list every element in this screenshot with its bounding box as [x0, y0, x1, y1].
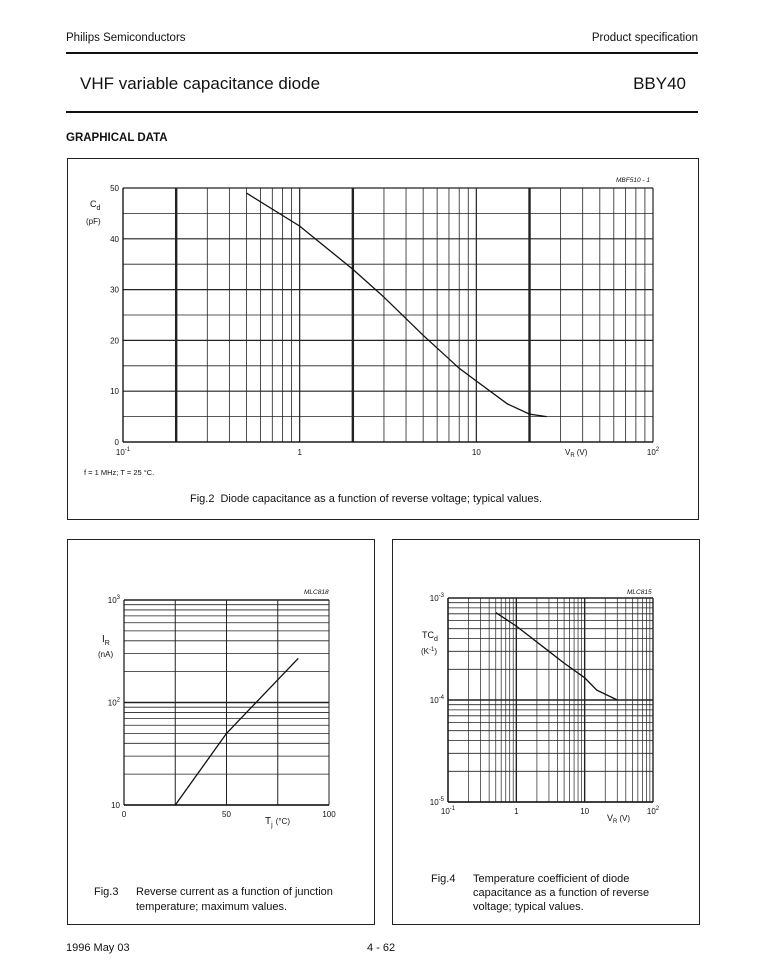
- ytick-label: $10^{-3}$: [429, 593, 444, 603]
- figure-4-grid: [448, 598, 653, 802]
- figure-3-caption-line1: Reverse current as a function of junction: [136, 886, 333, 898]
- figure-2-code: MBF510 - 1: [616, 177, 650, 184]
- figure-3-yunit: (nA): [98, 650, 114, 659]
- figure-3-chart: [68, 540, 374, 924]
- figure-2-chart: [68, 159, 698, 519]
- figure-2-grid: [123, 188, 653, 442]
- footer-date: 1996 May 03: [66, 942, 130, 954]
- xtick-label: $10^{-1}$: [440, 806, 456, 816]
- xtick-label: $10^2$: [646, 806, 660, 816]
- figure-3-caption-line2: temperature; maximum values.: [136, 901, 287, 913]
- figure-2-yunit: (pF): [86, 217, 101, 226]
- figure-4-caption-line3: voltage; typical values.: [473, 901, 584, 913]
- ytick-label: $10^{-4}$: [429, 695, 444, 705]
- ytick-label: 50: [110, 184, 119, 193]
- figure-3-panel: [67, 539, 375, 925]
- reverse-current-curve: [175, 658, 298, 805]
- figure-4-chart: [393, 540, 699, 924]
- document-type: Product specification: [591, 32, 698, 44]
- temperature-coefficient-curve: [496, 613, 618, 700]
- figure-3-caption-number: Fig.3: [94, 886, 119, 898]
- xtick-label: $10^{-1}$: [115, 447, 131, 457]
- footer-page-number: 4 - 62: [367, 942, 396, 954]
- figure-2-yticks: [110, 184, 119, 447]
- figure-4-caption-line2: capacitance as a function of reverse: [473, 887, 650, 899]
- figure-3-xticks: [122, 810, 336, 819]
- header-rule: [66, 52, 698, 54]
- figure-2-xlabel: $V_R$ (V): [565, 448, 588, 459]
- xtick-label: 10: [580, 807, 590, 816]
- xtick-label: 1: [297, 448, 302, 457]
- xtick-label: 10: [471, 448, 481, 457]
- figure-2-caption: Fig.2 Diode capacitance as a function of reverse voltage; typical values.: [190, 493, 543, 505]
- figure-4-ylabel: $TC_d$: [422, 630, 438, 643]
- figure-4-yunit: $(K^{-1})$: [421, 647, 438, 656]
- figure-4-caption-line1: Temperature coefficient of diode: [473, 873, 630, 885]
- figure-2-note: f = 1 MHz; T = 25 °C.: [84, 468, 155, 477]
- ytick-label: 20: [110, 336, 119, 346]
- figure-4-panel: [392, 539, 700, 925]
- figure-4-curve: [496, 613, 618, 700]
- figure-4-code: MLC815: [627, 589, 652, 596]
- xtick-label: 100: [322, 810, 336, 819]
- figure-2-panel: [67, 158, 699, 520]
- title-rule: [66, 111, 698, 113]
- ytick-label: 10: [110, 387, 119, 397]
- xtick-label: $10^2$: [646, 447, 660, 457]
- figure-4-caption-number: Fig.4: [431, 873, 456, 885]
- page-title: VHF variable capacitance diode: [80, 74, 321, 93]
- ytick-label: $10^2$: [107, 697, 120, 708]
- figure-3-yticks: [108, 595, 121, 810]
- ytick-label: 40: [110, 234, 119, 244]
- ytick-label: $10^3$: [107, 595, 120, 605]
- figure-4-xlabel: $V_R$ (V): [607, 813, 631, 825]
- company-name: Philips Semiconductors: [66, 32, 186, 44]
- figure-3-grid: [124, 600, 329, 805]
- figure-4-yticks: [430, 593, 445, 807]
- part-number: BBY40: [633, 74, 686, 93]
- ytick-label: 0: [114, 438, 119, 447]
- figure-3-code: MLC818: [304, 589, 329, 596]
- figure-3-xlabel: $T_j$ $^{(^\circ C)}$: [265, 816, 290, 829]
- section-title: GRAPHICAL DATA: [66, 132, 168, 144]
- xtick-label: 50: [222, 810, 231, 819]
- ytick-label: $10^{-5}$: [429, 797, 444, 807]
- figure-2-ylabel: $C_d$: [90, 199, 101, 212]
- xtick-label: 0: [121, 810, 127, 819]
- figure-3-ylabel: $I_R$: [102, 634, 110, 647]
- ytick-label: 30: [110, 285, 119, 295]
- figure-3-curve: [175, 658, 298, 805]
- ytick-label: 10: [111, 801, 120, 810]
- xtick-label: 1: [514, 807, 519, 816]
